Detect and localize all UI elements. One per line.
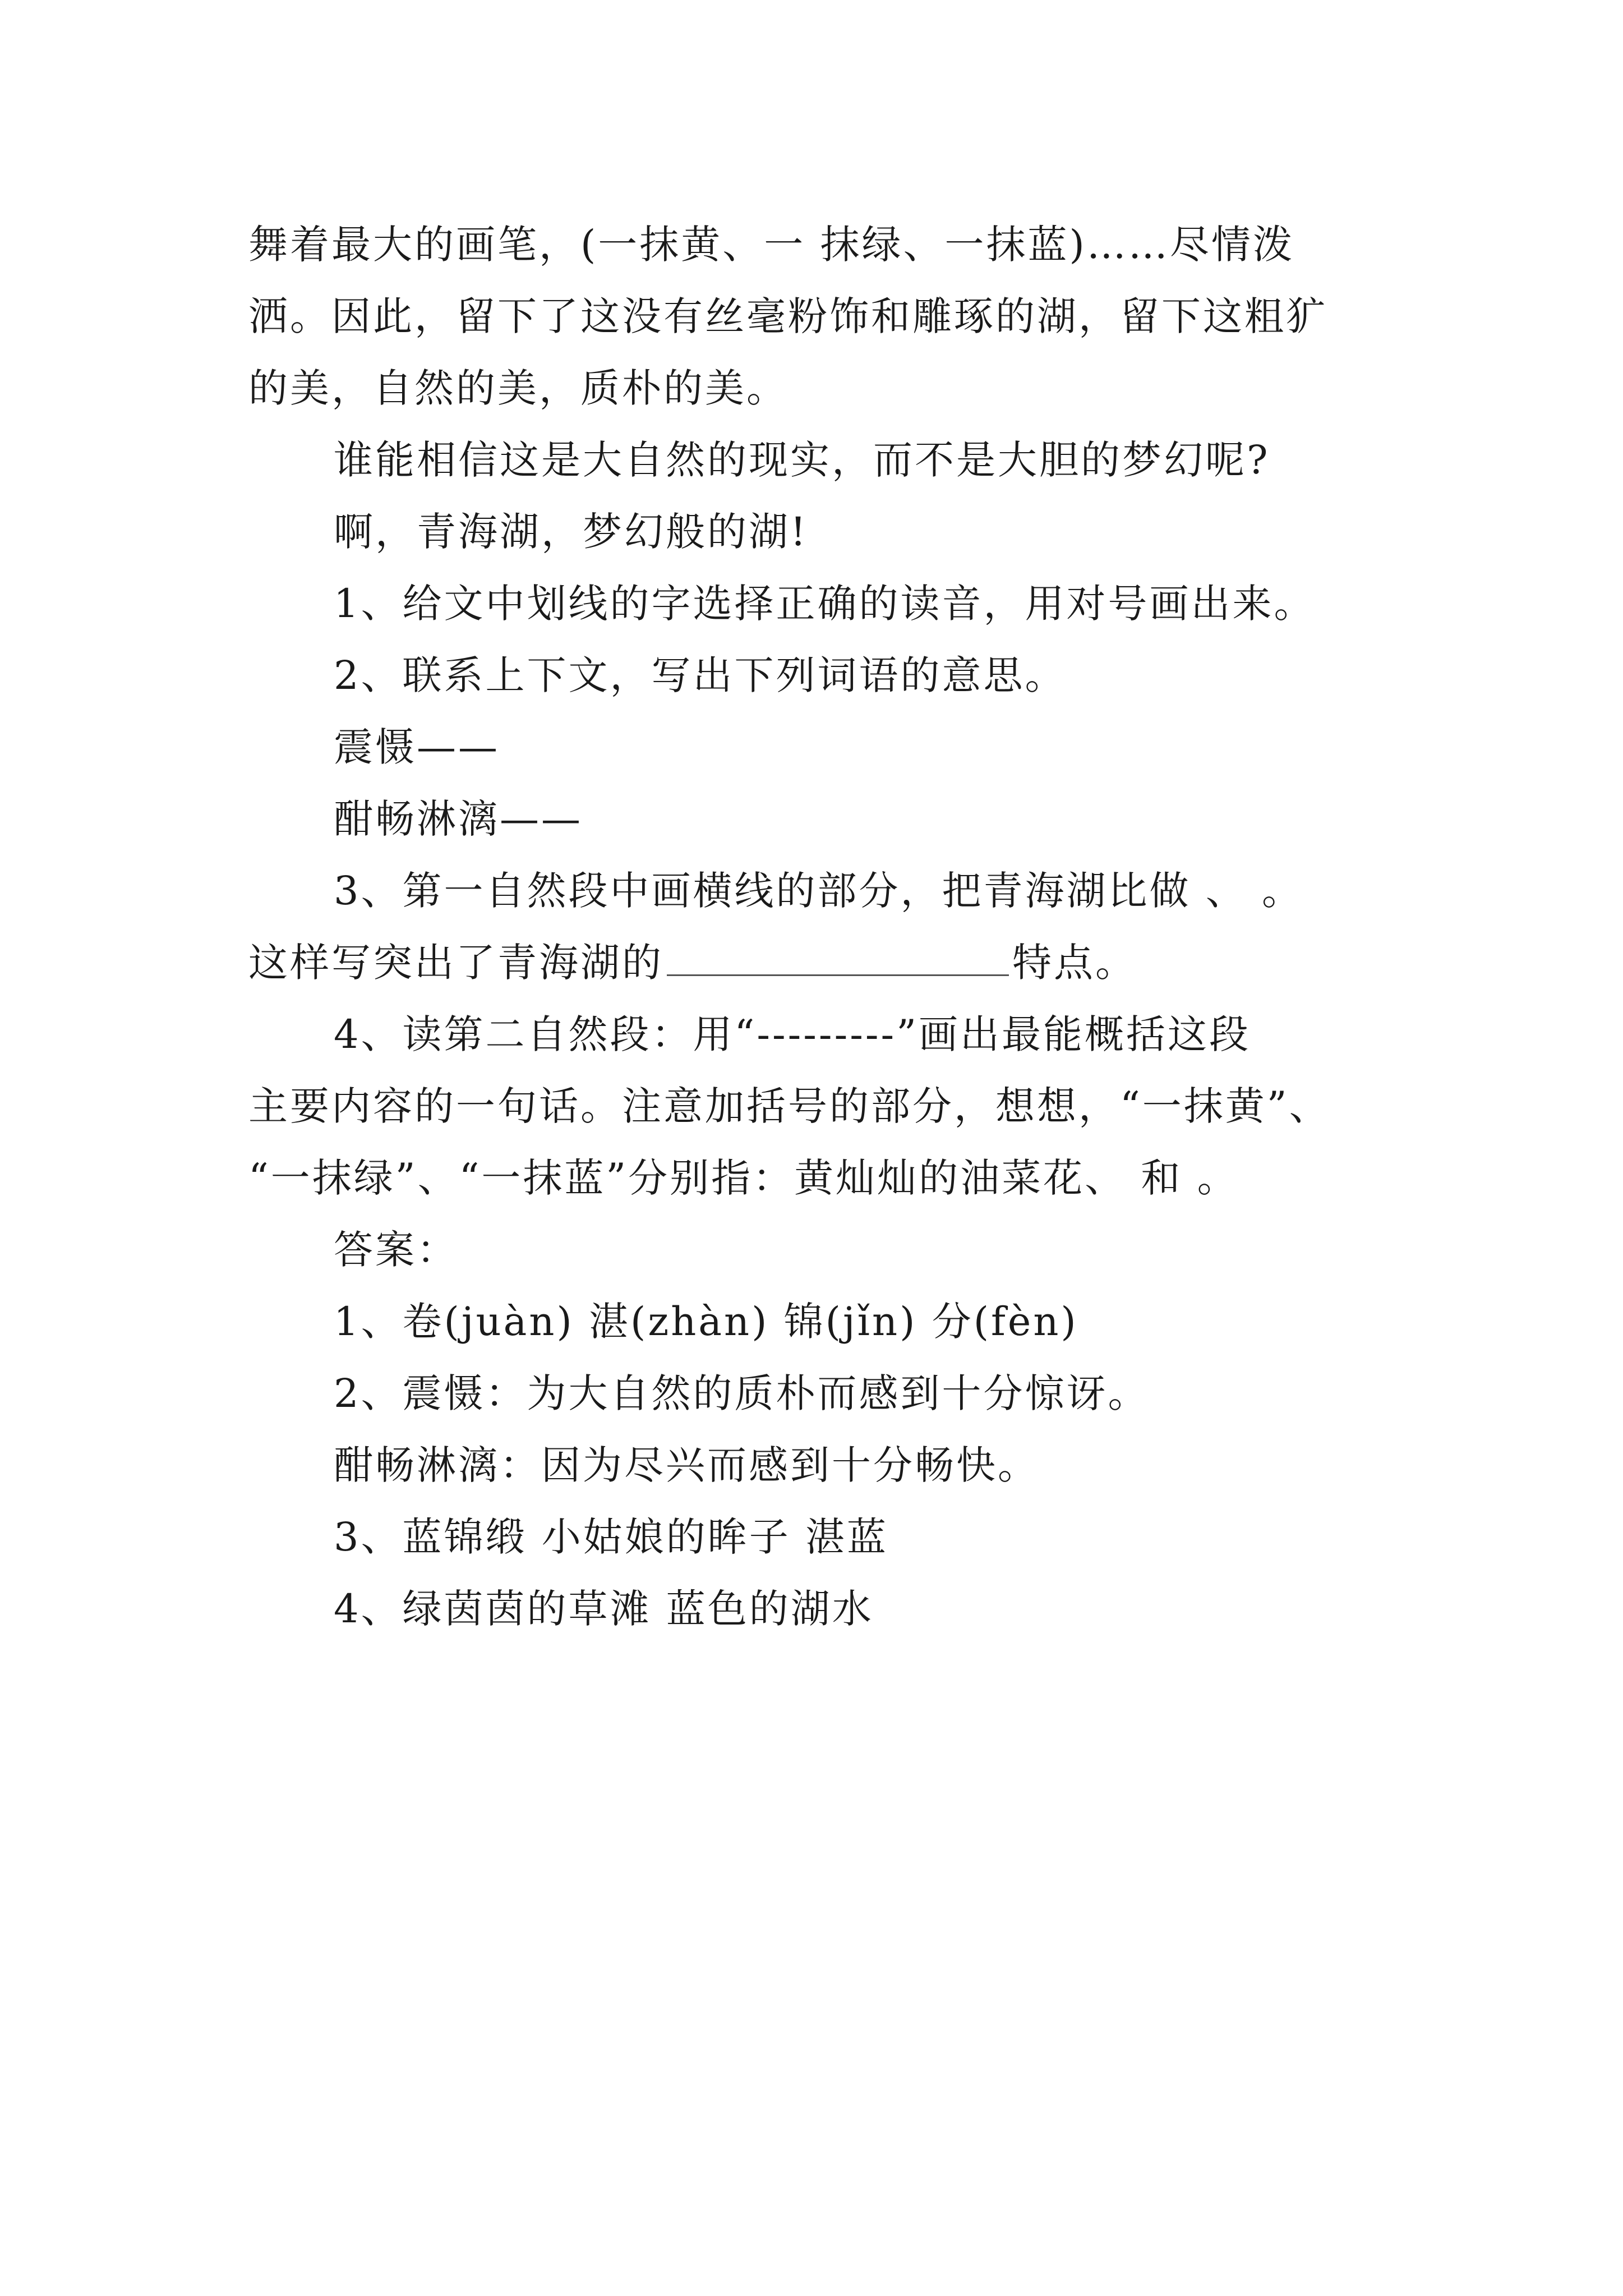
blank-text-after: 特点。: [1012, 940, 1137, 986]
question-1: 1、给文中划线的字选择正确的读音，用对号画出来。: [334, 581, 1316, 627]
paragraph-line: 洒。因此，留下了这没有丝毫粉饰和雕琢的湖，留下这粗犷: [248, 293, 1327, 339]
answer-3: 3、蓝锦缎 小姑娘的眸子 湛蓝: [334, 1514, 889, 1560]
question-4: 4、读第二自然段：用“---------”画出最能概括这段: [334, 1011, 1251, 1057]
answer-2-continued: 酣畅淋漓：因为尽兴而感到十分畅快。: [334, 1442, 1039, 1488]
paragraph-line: 谁能相信这是大自然的现实，而不是大胆的梦幻呢?: [334, 437, 1270, 483]
blank-text-before: 这样写突出了青海湖的: [248, 940, 663, 986]
answer-1: 1、卷(juàn) 湛(zhàn) 锦(jǐn) 分(fèn): [334, 1299, 1078, 1345]
paragraph-line: 舞着最大的画笔，(一抹黄、一 抹绿、一抹蓝)……尽情泼: [248, 222, 1294, 268]
paragraph-line: 的美，自然的美，质朴的美。: [248, 365, 788, 411]
question-4-line-2: 主要内容的一句话。注意加括号的部分，想想，“一抹黄”、: [248, 1083, 1331, 1129]
answer-4: 4、绿茵茵的草滩 蓝色的湖水: [334, 1586, 874, 1632]
question-3-continuation: [248, 927, 1381, 999]
paragraph-line: 啊，青海湖，梦幻般的湖!: [334, 509, 809, 555]
document-body: [248, 209, 1381, 1645]
question-4-line-3: “一抹绿”、“一抹蓝”分别指：黄灿灿的油菜花、 和 。: [248, 1155, 1239, 1201]
answers-heading: 答案：: [334, 1227, 458, 1273]
term-hanchanglinli: 酣畅淋漓——: [334, 796, 583, 842]
answer-2: 2、震慑：为大自然的质朴而感到十分惊讶。: [334, 1370, 1150, 1416]
term-zhenshe: 震慑——: [334, 724, 500, 770]
question-3: 3、第一自然段中画横线的部分，把青海湖比做 、 。: [334, 868, 1304, 914]
fill-in-blank: [667, 941, 1009, 976]
question-2: 2、联系上下文，写出下列词语的意思。: [334, 652, 1067, 698]
